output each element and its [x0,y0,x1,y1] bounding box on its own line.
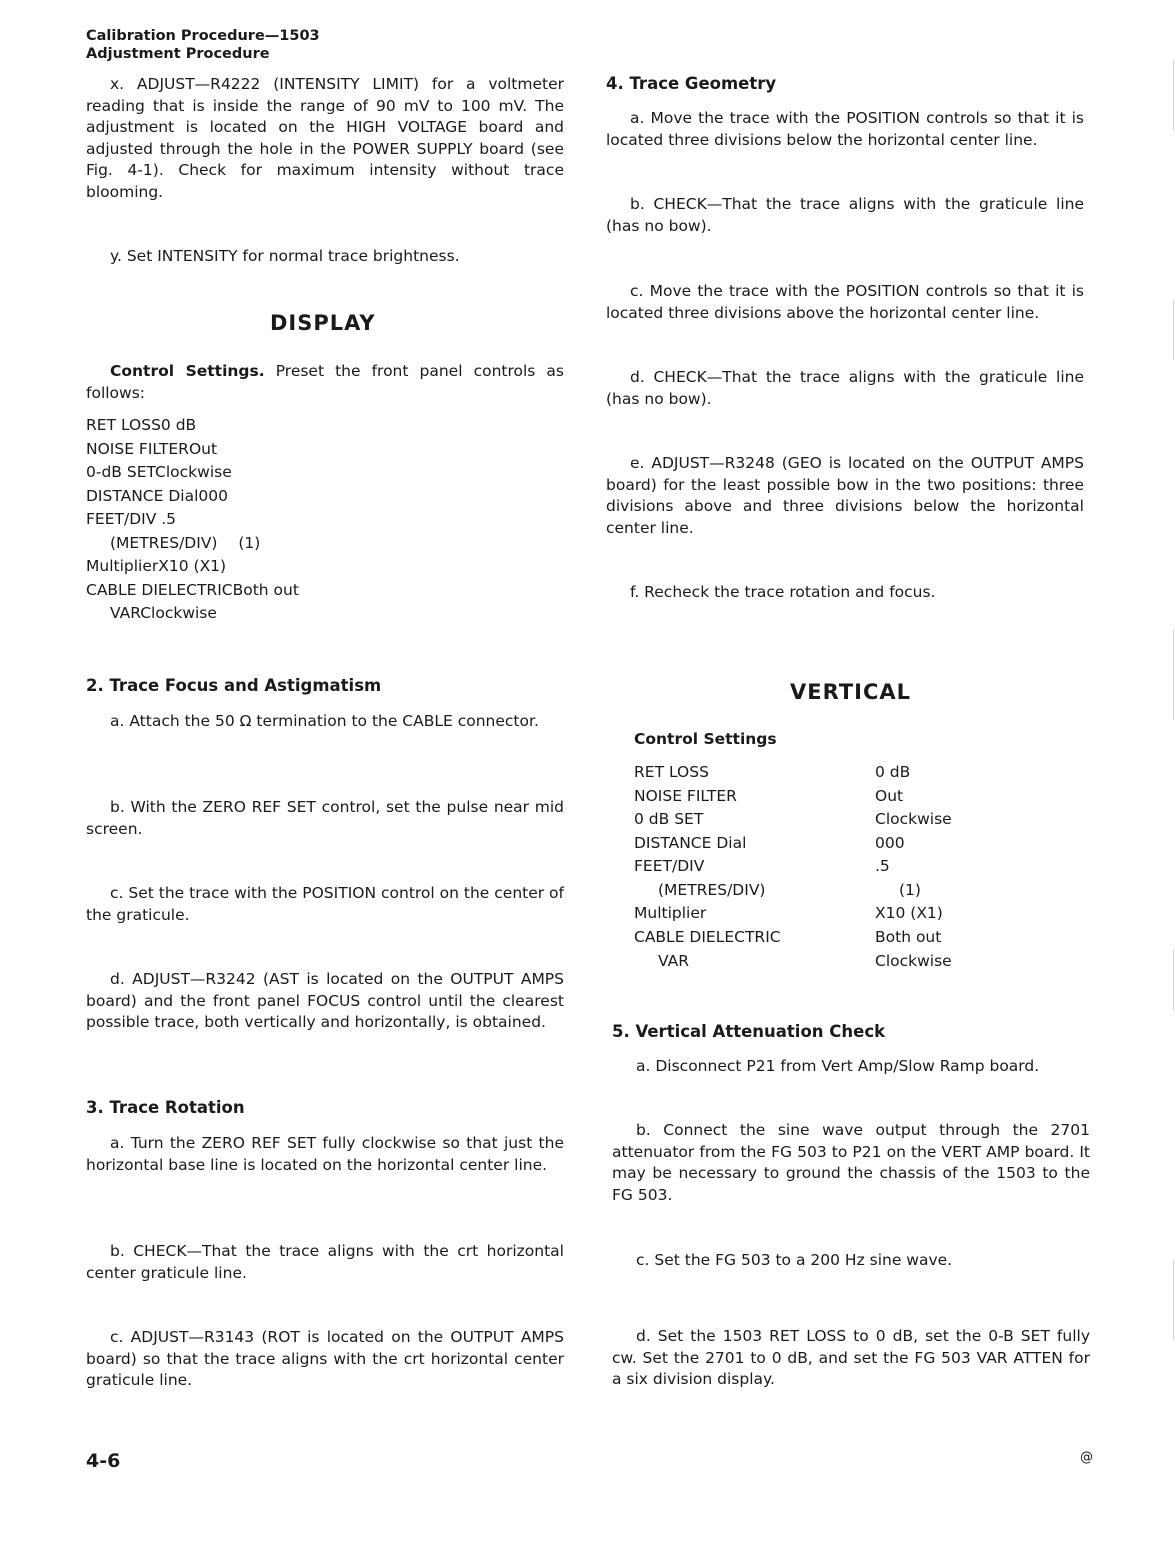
section-5-step-c: c. Set the FG 503 to a 200 Hz sine wave. [636,1251,953,1269]
display-cs-text: Preset the front panel controls as follows: [86,362,564,402]
page-number: 4-6 [86,1450,121,1472]
display-setting-item: NOISE FILTEROut [86,440,218,458]
display-setting-item: CABLE DIELECTRICBoth out [86,581,299,599]
scan-edge-mark [1173,300,1174,360]
display-setting-item: MultiplierX10 (X1) [86,557,227,575]
vertical-setting-value: 000 [875,834,905,852]
vertical-setting-value: Both out [875,928,942,946]
section-2-step-c: c. Set the trace with the POSITION control on the center of the graticule. [86,884,564,924]
step-x: x. ADJUST—R4222 (INTENSITY LIMIT) for a voltmeter reading that is inside the range of 90 mV to 100 mV. The adjustment is located on the HIGH VOLTAGE board and adjusted through the hole in the POWER SUPPLY board (see Fig. 4-1). Check for maximum intensity without trace blooming. [86,75,564,201]
section-5-step-a: a. Disconnect P21 from Vert Amp/Slow Ramp board. [636,1057,1040,1075]
header-title: Calibration Procedure—1503 [86,28,320,44]
section-4-step-f: f. Recheck the trace rotation and focus. [630,583,936,601]
vertical-setting-label: VAR [658,952,689,970]
section-5-step-b: b. Connect the sine wave output through the 2701 attenuator from the FG 503 to P21 on the VERT AMP board. It may be necessary to ground the chassis of the 1503 to the FG 503. [612,1121,1090,1204]
scan-edge-mark [1173,630,1174,720]
section-3-step-b: b. CHECK—That the trace aligns with the crt horizontal center graticule line. [86,1242,564,1282]
scan-edge-mark [1173,1260,1174,1340]
running-header [86,27,320,63]
vertical-setting-value: X10 (X1) [875,904,943,922]
display-control-settings [86,361,564,404]
display-setting-item: FEET/DIV .5 [86,510,177,528]
vertical-setting-label: 0 dB SET [634,810,704,828]
vertical-setting-label: DISTANCE Dial [634,834,747,852]
display-heading: DISPLAY [270,311,376,335]
header-subtitle: Adjustment Procedure [86,46,270,62]
section-2-step-b: b. With the ZERO REF SET control, set the pulse near mid screen. [86,798,564,838]
step-y: y. Set INTENSITY for normal trace brightness. [110,247,460,265]
section-4-step-d: d. CHECK—That the trace aligns with the graticule line (has no bow). [606,368,1084,408]
vertical-setting-label: NOISE FILTER [634,787,737,805]
section-4-step-c: c. Move the trace with the POSITION controls so that it is located three divisions above the horizontal center line. [606,282,1084,322]
section-4-step-a: a. Move the trace with the POSITION controls so that it is located three divisions below the horizontal center line. [606,109,1084,149]
display-cs-label: Control Settings. [110,362,265,380]
vertical-setting-value: .5 [875,857,890,875]
section-5-step-d: d. Set the 1503 RET LOSS to 0 dB, set the 0-B SET fully cw. Set the 2701 to 0 dB, and set the FG 503 VAR ATTEN for a six division display. [612,1327,1090,1388]
publisher-mark: @ [1080,1450,1093,1465]
vertical-setting-value: Clockwise [875,810,952,828]
section-2-step-a: a. Attach the 50 Ω termination to the CABLE connector. [110,712,539,730]
display-setting-item: 0-dB SETClockwise [86,463,232,481]
scan-edge-mark [1173,60,1174,130]
section-2-title: 2. Trace Focus and Astigmatism [86,676,382,695]
vertical-setting-label: RET LOSS [634,763,709,781]
section-5-title: 5. Vertical Attenuation Check [612,1022,886,1041]
section-4-step-b: b. CHECK—That the trace aligns with the graticule line (has no bow). [606,195,1084,235]
section-2-step-d: d. ADJUST—R3242 (AST is located on the OUTPUT AMPS board) and the front panel FOCUS control until the clearest possible trace, both vertically and horizontally, is obtained. [86,970,564,1031]
vertical-heading: VERTICAL [790,680,912,704]
vertical-setting-value: 0 dB [875,763,911,781]
vertical-setting-value: Out [875,787,904,805]
display-setting-item: DISTANCE Dial000 [86,487,228,505]
section-3-step-c: c. ADJUST—R3143 (ROT is located on the OUTPUT AMPS board) so that the trace aligns with the crt horizontal center graticule line. [86,1328,564,1389]
scan-edge-mark [1173,950,1174,1010]
section-4-step-e: e. ADJUST—R3248 (GEO is located on the OUTPUT AMPS board) for the least possible bow in the two positions: three divisions above and three divisions below the horizontal center line. [606,454,1084,537]
vertical-control-settings-label: Control Settings [634,730,777,748]
section-4-title: 4. Trace Geometry [606,74,777,93]
vertical-setting-label: CABLE DIELECTRIC [634,928,781,946]
vertical-setting-value: Clockwise [875,952,952,970]
vertical-setting-label: (METRES/DIV) [658,881,766,899]
display-setting-item: VARClockwise [110,604,217,622]
section-3-step-a: a. Turn the ZERO REF SET fully clockwise so that just the horizontal base line is located on the horizontal center line. [86,1134,564,1174]
display-setting-item: RET LOSS0 dB [86,416,197,434]
display-setting-item: (METRES/DIV) (1) [110,534,261,552]
vertical-setting-label: Multiplier [634,904,707,922]
section-3-title: 3. Trace Rotation [86,1098,245,1117]
vertical-setting-value: (1) [899,881,921,899]
vertical-setting-label: FEET/DIV [634,857,705,875]
